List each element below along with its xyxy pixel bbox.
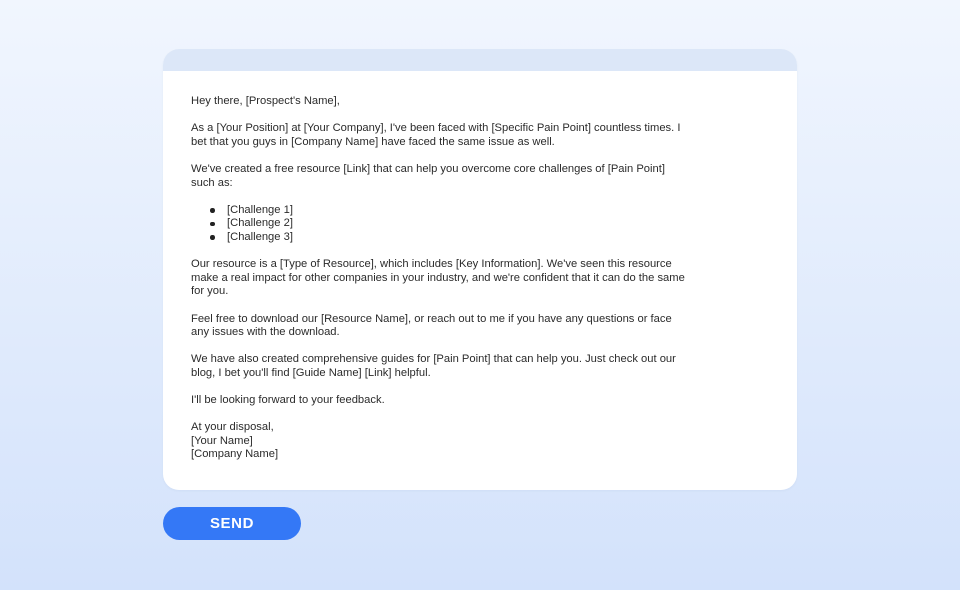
email-paragraph: As a [Your Position] at [Your Company], I've been faced with [Specific Pain Point] countless times. I bet that you guys in [Company Name] have faced the same issue as well. [191, 122, 681, 148]
email-signoff: At your disposal, [191, 421, 274, 434]
email-paragraph: We've created a free resource [Link] that can help you overcome core challenges of [Pain Point] such as: [191, 162, 665, 189]
email-body[interactable] [163, 71, 691, 462]
challenge-list [191, 204, 691, 245]
email-paragraph: Our resource is a [Type of Resource], which includes [Key Information]. We've seen this resource make a real impact for other companies in your industry, and we're confident that it can do the same for you. [191, 258, 685, 298]
challenge-list-item: [Challenge 2] [227, 217, 691, 231]
email-paragraph: We have also created comprehensive guides for [Pain Point] that can help you. Just check out our blog, I bet you'll find [Guide Name] [Link] helpful. [191, 353, 676, 379]
email-paragraph: I'll be looking forward to your feedback. [191, 394, 385, 407]
send-button[interactable]: SEND [163, 507, 301, 540]
email-greeting: Hey there, [Prospect's Name], [191, 95, 340, 107]
email-card-header [163, 49, 797, 71]
signature-name: [Your Name] [191, 434, 253, 447]
email-paragraph: Feel free to download our [Resource Name], or reach out to me if you have any questions or face any issues with the download. [191, 312, 672, 339]
challenge-list-item: [Challenge 1] [227, 204, 691, 218]
challenge-list-item: [Challenge 3] [227, 231, 691, 245]
signature-company: [Company Name] [191, 448, 279, 461]
email-card [163, 49, 797, 490]
